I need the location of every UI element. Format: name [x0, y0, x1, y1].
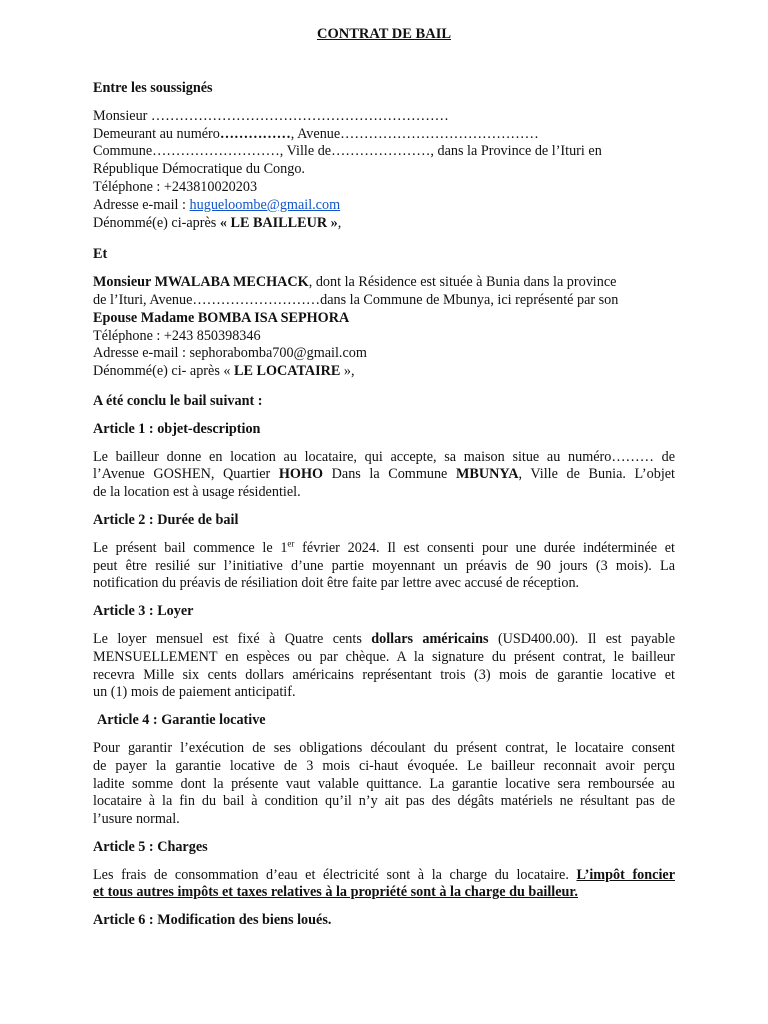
text-line: Pour garantir l’exécution de ses obligations découlant du présent contrat, le locataire consent — [93, 739, 675, 756]
locataire-email: Adresse e-mail : sephorabomba700@gmail.com — [93, 345, 367, 362]
text-line: locataire à la fin du bail à condition qu’il n’y ait pas des dégâts matériels ne résultant pas de — [93, 793, 675, 810]
text-span: Dans la Commune — [323, 466, 456, 483]
tax-clause-end: et tous autres impôts et taxes relatives à la propriété sont à la charge du bailleur. — [93, 884, 578, 901]
commune-name: MBUNYA — [455, 466, 519, 483]
text-line: de payer la garantie locative de 3 mois ci-haut évoquée. Le bailleur reconnait avoir perçu — [93, 757, 675, 774]
article-2-title: Article 2 : Durée de bail — [93, 511, 239, 528]
article-5-text — [93, 867, 675, 903]
article-2-text — [93, 540, 675, 593]
locataire-block — [93, 274, 675, 381]
et-separator: Et — [93, 246, 108, 263]
article-4-title: Article 4 : Garantie locative — [97, 712, 266, 729]
bailleur-block — [93, 108, 675, 233]
text-line — [93, 867, 675, 885]
text-span: Le loyer mensuel est fixé à Quatre cents — [93, 630, 372, 647]
bailleur-email-line — [93, 197, 675, 215]
article-6-title: Article 6 : Modification des biens loués. — [93, 912, 332, 929]
quartier-name: HOHO — [278, 466, 324, 483]
locataire-designation — [93, 363, 675, 381]
text-line — [93, 631, 675, 649]
currency-text: dollars américains — [371, 630, 489, 647]
article-4-text — [93, 740, 675, 829]
bailleur-email-link[interactable]: hugueloombe@gmail.com — [189, 196, 341, 213]
text-span: l’Avenue GOSHEN, Quartier — [93, 466, 279, 483]
text-line: MENSUELLEMENT en espèces ou par chèque. A la signature du présent contrat, le bailleur — [93, 648, 675, 665]
locataire-representative: Epouse Madame BOMBA ISA SEPHORA — [93, 309, 350, 326]
text-span: (USD400.00). Il est payable — [488, 630, 675, 647]
text-span: , Ville de Bunia. L’objet — [518, 466, 676, 483]
bailleur-commune-line: Commune………………………, Ville de…………………, dans la Province de l’Ituri en — [93, 143, 602, 160]
designation-role: « LE BAILLEUR » — [219, 214, 338, 231]
designation-punct: », — [340, 363, 355, 380]
designation-role: LE LOCATAIRE — [234, 363, 341, 380]
locataire-phone: Téléphone : +243 850398346 — [93, 327, 261, 344]
intro-heading: A été conclu le bail suivant : — [93, 392, 263, 409]
locataire-line-1 — [93, 274, 675, 292]
document-title: CONTRAT DE BAIL — [316, 26, 452, 42]
bailleur-country-line: République Démocratique du Congo. — [93, 161, 305, 178]
text-line — [93, 466, 675, 484]
email-label: Adresse e-mail : — [93, 196, 190, 213]
address-avenue-blank: , Avenue…………………………………… — [290, 125, 539, 142]
text-line: peut être resilié sur l’initiative d’une partie moyennant un préavis de 90 jours (3 mois). La — [93, 557, 675, 574]
article-3-title: Article 3 : Loyer — [93, 603, 194, 620]
address-number-blank: …………… — [219, 125, 291, 142]
text-line: recevra Mille six cents dollars américains représentant trois (3) mois de garantie locative et — [93, 666, 675, 683]
designation-label: Dénommé(e) ci- après « — [93, 363, 235, 380]
bailleur-designation — [93, 215, 675, 233]
locataire-name: Monsieur MWALABA MECHACK — [93, 274, 309, 291]
text-line: ladite somme dont la présente vaut valable quittance. La garantie locative sera remboursée au — [93, 775, 675, 792]
parties-heading: Entre les soussignés — [93, 80, 213, 96]
text-span: Le présent bail commence le 1 — [93, 539, 288, 556]
locataire-residence: , dont la Résidence est située à Bunia dans la province — [308, 274, 617, 291]
article-5-title: Article 5 : Charges — [93, 838, 208, 855]
article-1-title: Article 1 : objet-description — [93, 420, 261, 437]
text-span: février 2024. Il est consenti pour une durée indéterminée et — [294, 539, 675, 556]
article-1-text — [93, 449, 675, 502]
text-line: notification du préavis de résiliation doit être faite par lettre avec accusé de réception. — [93, 575, 580, 592]
text-line: l’usure normal. — [93, 811, 180, 828]
text-line: de la location est à usage résidentiel. — [93, 484, 301, 501]
tax-clause-start: L’impôt foncier — [576, 866, 675, 883]
text-span: Les frais de consommation d’eau et électricité sont à la charge du locataire. — [93, 866, 577, 883]
document-body — [93, 80, 675, 930]
bailleur-name-line: Monsieur ……………………………………………………… — [93, 107, 449, 124]
bailleur-phone: Téléphone : +243810020203 — [93, 178, 258, 195]
bailleur-address-line — [93, 126, 675, 144]
designation-punct: , — [337, 214, 342, 231]
address-label: Demeurant au numéro — [93, 125, 220, 142]
ordinal-suffix: er — [287, 538, 295, 548]
text-line: Le bailleur donne en location au locataire, qui accepte, sa maison situe au numéro……… de — [93, 448, 675, 465]
designation-label: Dénommé(e) ci-après — [93, 214, 220, 231]
locataire-line-2: de l’Ituri, Avenue………………………dans la Commune de Mbunya, ici représenté par son — [93, 291, 619, 308]
text-line — [93, 540, 675, 558]
text-line: un (1) mois de paiement anticipatif. — [93, 684, 296, 701]
article-3-text — [93, 631, 675, 702]
